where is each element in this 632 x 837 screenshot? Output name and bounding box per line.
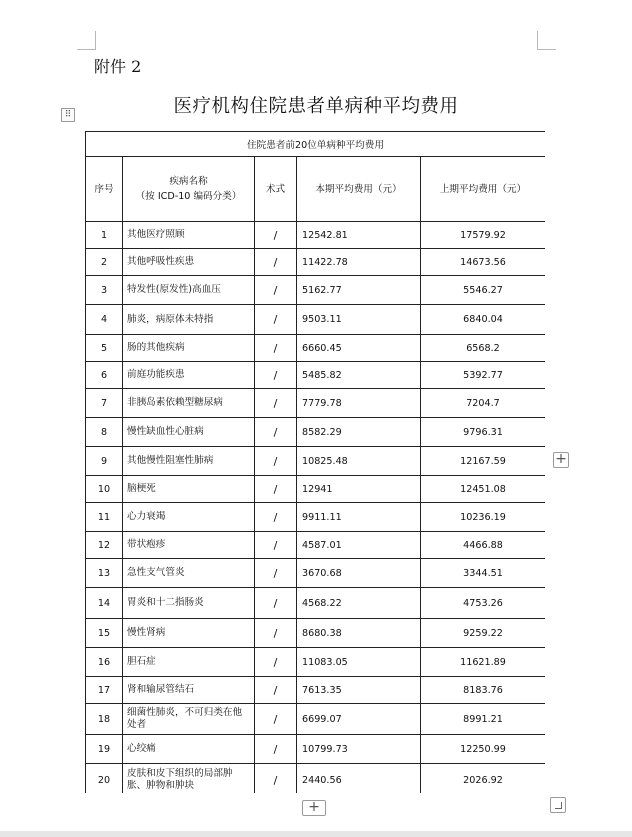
cell-operation[interactable]: / [255,648,297,677]
cell-no[interactable]: 2 [86,249,123,276]
cell-no[interactable]: 14 [86,588,123,619]
add-row-plus-icon[interactable]: + [553,452,569,468]
cell-operation[interactable]: / [255,764,297,794]
add-column-plus-icon[interactable]: + [302,800,326,816]
cell-previous-cost[interactable]: 5392.77 [421,362,546,389]
cell-operation[interactable]: / [255,249,297,276]
cell-current-cost[interactable]: 8680.38 [297,619,421,648]
table-row [86,476,546,503]
cell-current-cost[interactable]: 6660.45 [297,335,421,362]
cell-previous-cost[interactable]: 10236.19 [421,503,546,532]
table-row [86,362,546,389]
table-row [86,418,546,447]
cell-operation[interactable]: / [255,559,297,588]
cell-disease-name[interactable]: 心力衰竭 [123,503,255,532]
cell-current-cost[interactable]: 7779.78 [297,389,421,418]
table-row [86,389,546,418]
cell-previous-cost[interactable]: 6840.04 [421,305,546,335]
header-disease[interactable] [123,157,255,222]
cell-no[interactable]: 11 [86,503,123,532]
cell-no[interactable]: 4 [86,305,123,335]
cell-disease-name[interactable]: 其他慢性阻塞性肺病 [123,447,255,476]
cell-no[interactable]: 5 [86,335,123,362]
cell-previous-cost[interactable]: 3344.51 [421,559,546,588]
cell-disease-name[interactable]: 特发性(原发性)高血压 [123,276,255,305]
cell-disease-name[interactable]: 慢性肾病 [123,619,255,648]
table-row [86,276,546,305]
cell-previous-cost[interactable]: 8991.21 [421,704,546,735]
table-row [86,735,546,764]
cell-previous-cost[interactable]: 9796.31 [421,418,546,447]
cell-previous-cost[interactable]: 7204.7 [421,389,546,418]
table-move-handle-icon[interactable]: ⠿ [61,108,75,122]
cell-current-cost[interactable]: 12941 [297,476,421,503]
cell-disease-name[interactable]: 带状疱疹 [123,532,255,559]
cell-disease-name[interactable]: 脑梗死 [123,476,255,503]
cell-disease-name[interactable]: 皮肤和皮下组织的局部肿胀、肿物和肿块 [123,764,255,794]
cell-previous-cost[interactable]: 9259.22 [421,619,546,648]
cell-current-cost[interactable]: 10825.48 [297,447,421,476]
header-operation[interactable]: 术式 [255,157,297,222]
cell-no[interactable]: 12 [86,532,123,559]
cell-operation[interactable]: / [255,389,297,418]
header-previous-cost[interactable]: 上期平均费用（元） [421,157,546,222]
cell-no[interactable]: 6 [86,362,123,389]
cell-previous-cost[interactable]: 12451.08 [421,476,546,503]
cell-operation[interactable]: / [255,447,297,476]
cell-current-cost[interactable]: 4587.01 [297,532,421,559]
cell-no[interactable]: 13 [86,559,123,588]
cell-previous-cost[interactable]: 6568.2 [421,335,546,362]
table-row [86,619,546,648]
cost-table-container [85,131,545,793]
cell-operation[interactable]: / [255,588,297,619]
cell-previous-cost[interactable]: 2026.92 [421,764,546,794]
cell-operation[interactable]: / [255,476,297,503]
cell-no[interactable]: 10 [86,476,123,503]
cell-operation[interactable]: / [255,532,297,559]
cell-no[interactable]: 19 [86,735,123,764]
cell-operation[interactable]: / [255,735,297,764]
cell-disease-name[interactable]: 急性支气管炎 [123,559,255,588]
table-header-row [86,157,546,222]
cell-previous-cost[interactable]: 17579.92 [421,222,546,249]
header-disease-line2: （按 ICD-10 编码分类） [135,191,242,202]
page-corner-mark-top-right [537,31,556,50]
table-row [86,588,546,619]
cell-current-cost[interactable]: 8582.29 [297,418,421,447]
annex-label: 附件 2 [94,57,142,76]
cost-table [85,131,545,793]
cell-no[interactable]: 7 [86,389,123,418]
header-no[interactable]: 序号 [86,157,123,222]
cell-disease-name[interactable]: 心绞痛 [123,735,255,764]
cell-no[interactable]: 1 [86,222,123,249]
table-row [86,503,546,532]
cell-disease-name[interactable]: 前庭功能疾患 [123,362,255,389]
cell-previous-cost[interactable]: 12250.99 [421,735,546,764]
table-row [86,249,546,276]
header-disease-line1: 疾病名称 [169,176,208,187]
cell-current-cost[interactable]: 10799.73 [297,735,421,764]
cell-disease-name[interactable]: 肾和输尿管结石 [123,677,255,704]
table-row [86,335,546,362]
table-row [86,704,546,735]
cell-no[interactable]: 20 [86,764,123,794]
cell-current-cost[interactable]: 11083.05 [297,648,421,677]
cell-operation[interactable]: / [255,362,297,389]
table-resize-handle-icon[interactable] [550,797,566,813]
cell-no[interactable]: 15 [86,619,123,648]
cell-previous-cost[interactable]: 11621.89 [421,648,546,677]
cell-disease-name[interactable]: 胃炎和十二指肠炎 [123,588,255,619]
cell-operation[interactable]: / [255,619,297,648]
table-row [86,222,546,249]
table-row [86,447,546,476]
cell-current-cost[interactable]: 11422.78 [297,249,421,276]
page-bottom-edge [0,831,632,837]
cell-current-cost[interactable]: 12542.81 [297,222,421,249]
cell-operation[interactable]: / [255,677,297,704]
cell-operation[interactable]: / [255,222,297,249]
cell-current-cost[interactable]: 4568.22 [297,588,421,619]
cell-no[interactable]: 16 [86,648,123,677]
cell-previous-cost[interactable]: 14673.56 [421,249,546,276]
cell-current-cost[interactable]: 3670.68 [297,559,421,588]
cell-previous-cost[interactable]: 8183.76 [421,677,546,704]
cell-current-cost[interactable]: 9503.11 [297,305,421,335]
cell-operation[interactable]: / [255,704,297,735]
table-caption-row [86,132,546,157]
table-row [86,764,546,794]
table-caption[interactable]: 住院患者前20位单病种平均费用 [86,132,546,157]
cell-current-cost[interactable]: 9911.11 [297,503,421,532]
cell-operation[interactable]: / [255,305,297,335]
cell-previous-cost[interactable]: 12167.59 [421,447,546,476]
cell-operation[interactable]: / [255,335,297,362]
cell-no[interactable]: 17 [86,677,123,704]
cell-no[interactable]: 8 [86,418,123,447]
page-corner-mark-top-left [77,31,96,50]
table-row [86,648,546,677]
cell-no[interactable]: 9 [86,447,123,476]
table-row [86,677,546,704]
cell-no[interactable]: 18 [86,704,123,735]
header-current-cost[interactable]: 本期平均费用（元） [297,157,421,222]
table-row [86,305,546,335]
table-row [86,559,546,588]
cell-disease-name[interactable]: 非胰岛素依赖型糖尿病 [123,389,255,418]
cell-disease-name[interactable]: 胆石症 [123,648,255,677]
cell-operation[interactable]: / [255,276,297,305]
cell-previous-cost[interactable]: 4466.88 [421,532,546,559]
cell-disease-name[interactable]: 肠的其他疾病 [123,335,255,362]
cell-previous-cost[interactable]: 4753.26 [421,588,546,619]
cell-current-cost[interactable]: 5162.77 [297,276,421,305]
cell-disease-name[interactable]: 其他医疗照顾 [123,222,255,249]
cell-disease-name[interactable]: 细菌性肺炎，不可归类在他处者 [123,704,255,735]
cell-no[interactable]: 3 [86,276,123,305]
document-title: 医疗机构住院患者单病种平均费用 [173,96,459,117]
cell-current-cost[interactable]: 2440.56 [297,764,421,794]
cell-disease-name[interactable]: 肺炎，病原体未特指 [123,305,255,335]
cell-current-cost[interactable]: 6699.07 [297,704,421,735]
cell-operation[interactable]: / [255,418,297,447]
cell-disease-name[interactable]: 其他呼吸性疾患 [123,249,255,276]
cell-current-cost[interactable]: 5485.82 [297,362,421,389]
cell-operation[interactable]: / [255,503,297,532]
cell-previous-cost[interactable]: 5546.27 [421,276,546,305]
cell-disease-name[interactable]: 慢性缺血性心脏病 [123,418,255,447]
cell-current-cost[interactable]: 7613.35 [297,677,421,704]
table-row [86,532,546,559]
